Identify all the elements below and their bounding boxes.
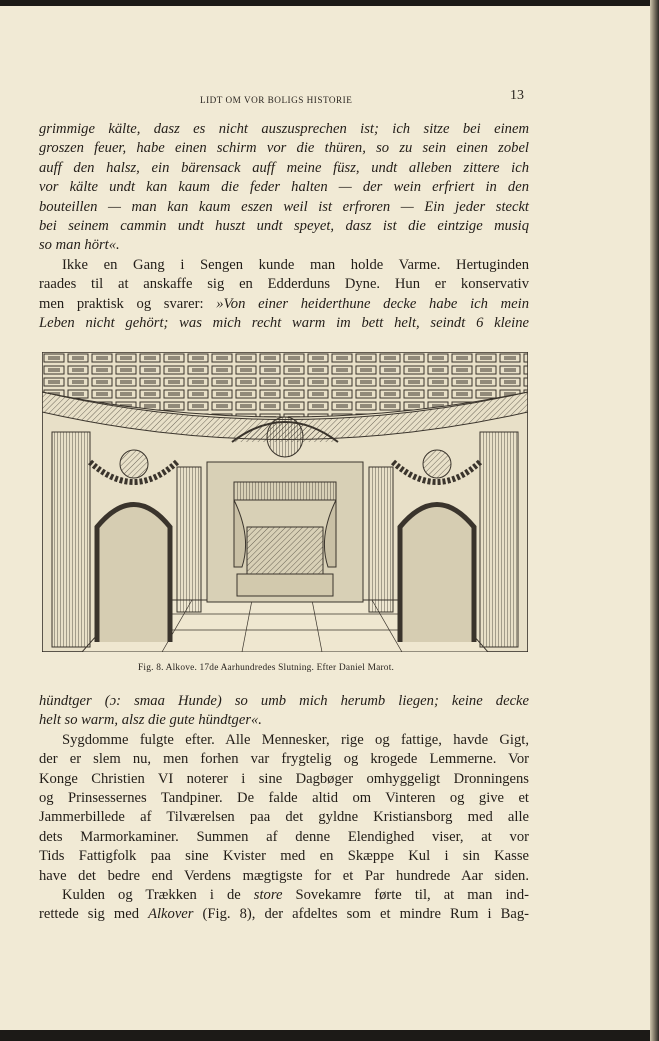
text-line: dets Marmorkaminer. Summen af denne Elendighed viser, at vor [39, 828, 529, 845]
text-line: bei seinem cammin undt huszt undt speyet, dasz ist die eintzige musiq [39, 217, 529, 234]
text-line: groszen feuer, habe einen schirm vor die thüren, so zu sein einen zobel [39, 140, 529, 157]
text-line: Konge Christien VI noterer i sine Dagbøger omhyggeligt Dronningens [39, 770, 529, 787]
text-block-upper [39, 120, 529, 333]
alcove-engraving [42, 352, 528, 652]
text-line: men praktisk og svarer: »Von einer heiderthune decke habe ich mein [39, 295, 529, 312]
text-line: Ikke en Gang i Sengen kunde man holde Varme. Hertuginden [62, 256, 529, 273]
figure-alcove-engraving [42, 352, 528, 652]
text-line: auff den halsz, ein bärensack auff meine füsz, undt alleben zittere ich [39, 159, 529, 176]
text-line: helt so warm, alsz die gute hündtger«. [39, 712, 262, 729]
text-line: hündtger (ɔ: smaa Hunde) so umb mich herumb liegen; keine decke [39, 693, 529, 709]
page-number: 13 [510, 88, 524, 103]
text-line: der er slem nu, men forhen var frygtelig og krogede Lemmerne. Vor [39, 751, 529, 768]
figure-caption: Fig. 8. Alkove. 17de Aarhundredes Slutning. Efter Daniel Marot. [138, 663, 395, 673]
text-line: raades til at anskaffe sig en Edderduns Dyne. Hun er konservativ [39, 276, 529, 293]
text-line: grimmige kälte, dasz es nicht auszusprechen ist; ich sitze bei einem [39, 121, 529, 137]
text-line: Jammerbillede af Tilværelsen paa det gyldne Kristiansborg med alle [39, 809, 529, 826]
text-line: Sygdomme fulgte efter. Alle Mennesker, rige og fattige, havde Gigt, [62, 731, 529, 748]
text-line: Leben nicht gehört; was mich recht warm im bett helt, seindt 6 kleine [39, 314, 529, 331]
page-edge-shadow [650, 0, 659, 1041]
book-page [0, 6, 650, 1030]
text-line: bouteillen — man kan kaum eszen weil ist erfroren — Ein jeder steckt [39, 198, 529, 215]
text-line: Kulden og Trækken i de store Sovekamre førte til, at man ind- [62, 886, 529, 903]
text-line: rettede sig med Alkover (Fig. 8), der afdeltes som et mindre Rum i Bag- [39, 906, 529, 923]
page-header [0, 88, 650, 108]
text-line: have det bedre end Verdens mægtigste for et Par hundrede Aar siden. [39, 867, 529, 884]
italic-word: Alkover [148, 906, 194, 923]
text-line: vor kälte undt kan kaum die feder halten — der wein erfriert in den [39, 179, 529, 196]
text-line: og Prinsessernes Tandpiner. De falde altid om Vinteren og give et [39, 789, 529, 806]
italic-word: store [253, 886, 283, 903]
text-block-lower [39, 692, 529, 925]
running-head: LIDT OM VOR BOLIGS HISTORIE [200, 95, 353, 105]
text-line: so man hört«. [39, 237, 120, 254]
text-line: Tids Fattigfolk paa sine Kvister med en Skæppe Kul i sin Kasse [39, 848, 529, 865]
